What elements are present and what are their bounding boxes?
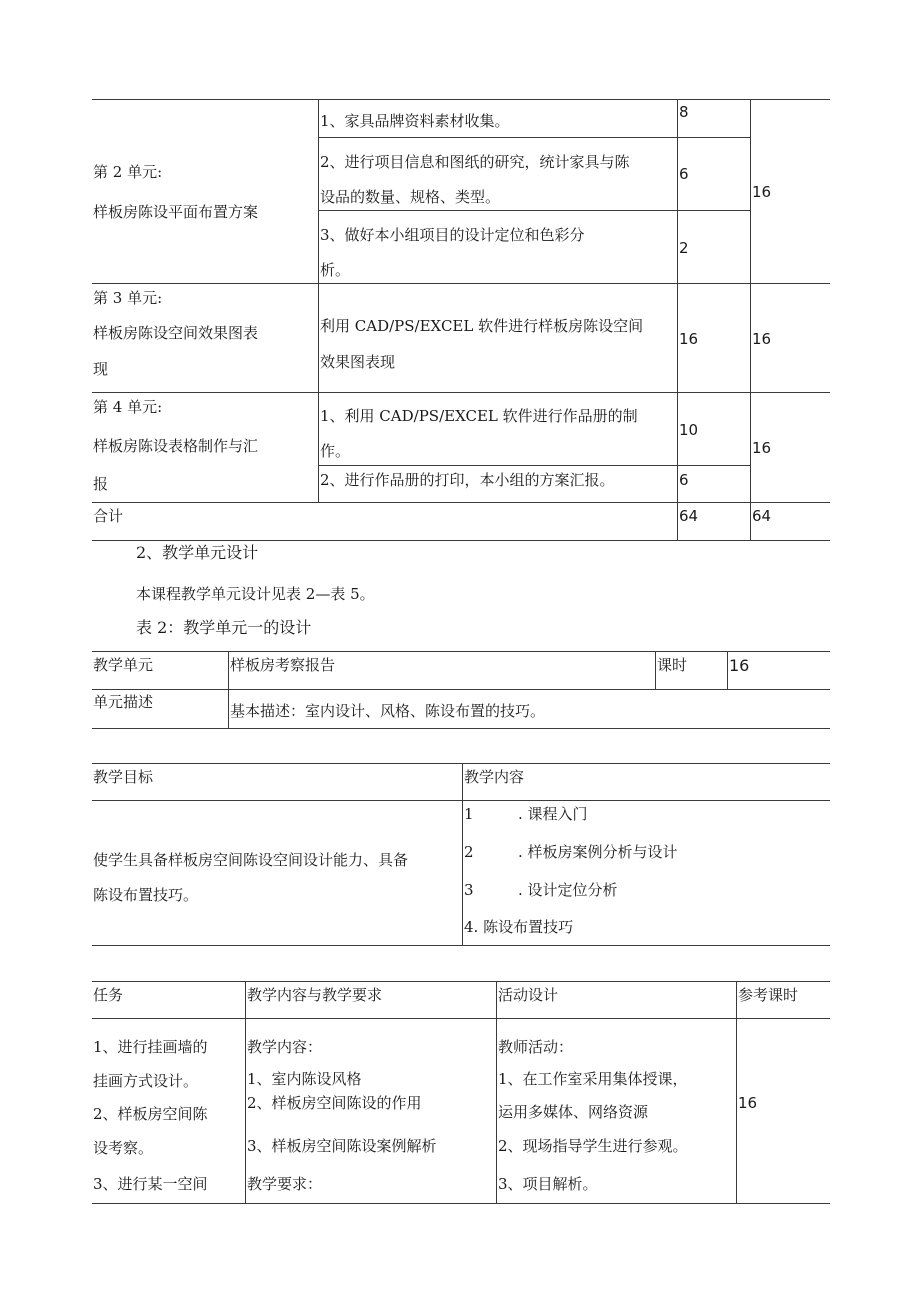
table-rule: [228, 651, 229, 728]
table-rule: [318, 465, 750, 466]
unit4-task1-line2: 作。: [320, 442, 351, 460]
goal-header: 教学目标: [93, 768, 154, 786]
table-rule: [92, 981, 830, 982]
content-line: 1、室内陈设风格: [247, 1070, 362, 1088]
unit-label: 教学单元: [93, 656, 154, 674]
content-item-num: 2: [464, 843, 474, 861]
unit4-total: 16: [752, 439, 772, 457]
activity-header: 活动设计: [498, 986, 559, 1004]
desc-label: 单元描述: [93, 693, 154, 711]
unit3-total: 16: [752, 330, 772, 348]
unit3-task-line2: 效果图表现: [320, 353, 396, 371]
table-rule: [92, 99, 830, 100]
unit4-title-line3: 报: [93, 475, 109, 493]
task-line: 挂画方式设计。: [93, 1072, 199, 1090]
unit2-hours1: 8: [679, 103, 689, 121]
activity-line: 3、项目解析。: [498, 1175, 598, 1193]
activity-line: 2、现场指导学生进行参观。: [498, 1137, 688, 1155]
table-rule: [462, 763, 463, 945]
content-line: 教学内容：: [247, 1038, 323, 1056]
table-rule: [677, 99, 678, 540]
unit3-hours: 16: [679, 330, 699, 348]
unit3-title-line3: 现: [93, 360, 109, 378]
unit4-title-line2: 样板房陈设表格制作与汇: [93, 437, 259, 455]
table-rule: [92, 800, 830, 801]
content-item-num: 3: [464, 881, 474, 899]
table-rule: [92, 540, 830, 541]
unit2-task3-line1: 3、做好本小组项目的设计定位和色彩分: [320, 226, 585, 244]
unit3-title-line2: 样板房陈设空间效果图表: [93, 324, 259, 342]
unit2-hours3: 2: [679, 239, 689, 257]
table-rule: [92, 392, 830, 393]
content-item-num: 1: [464, 805, 474, 823]
table-rule: [92, 689, 830, 690]
table-rule: [92, 945, 830, 946]
content-item-text: . 课程入门: [518, 805, 588, 823]
task-line: 2、样板房空间陈: [93, 1105, 208, 1123]
unit4-title-line1: 第 4 单元:: [93, 398, 163, 416]
hours-value: 16: [729, 656, 750, 675]
section-heading: 2、教学单元设计: [136, 543, 259, 562]
content-item-4: 4. 陈设布置技巧: [464, 918, 574, 936]
activity-line: 教师活动：: [498, 1038, 574, 1056]
hours-label: 课时: [657, 656, 688, 674]
content-header: 教学内容: [464, 768, 525, 786]
section-intro: 本课程教学单元设计见表 2—表 5。: [136, 585, 375, 603]
sum-total: 64: [752, 507, 772, 525]
table-rule: [92, 1203, 830, 1204]
ref-hours-value: 16: [738, 1094, 758, 1112]
task-line: 设考察。: [93, 1139, 154, 1157]
table-rule: [727, 651, 728, 689]
unit4-task2: 2、进行作品册的打印，本小组的方案汇报。: [320, 471, 615, 489]
unit2-task1: 1、家具品牌资料素材收集。: [320, 112, 510, 130]
table-rule: [92, 283, 830, 284]
activity-line: 运用多媒体、网络资源: [498, 1103, 649, 1121]
table-rule: [736, 981, 737, 1203]
table-caption: 表 2：教学单元一的设计: [136, 618, 312, 637]
task-line: 1、进行挂画墙的: [93, 1038, 208, 1056]
unit3-title-line1: 第 3 单元:: [93, 289, 163, 307]
unit2-title-line2: 样板房陈设平面布置方案: [93, 203, 259, 221]
table-rule: [92, 502, 830, 503]
unit-value: 样板房考察报告: [230, 656, 336, 674]
goal-line2: 陈设布置技巧。: [93, 886, 199, 904]
activity-line: 1、在工作室采用集体授课，: [498, 1070, 688, 1088]
content-line: 2、样板房空间陈设的作用: [247, 1094, 422, 1112]
table-rule: [92, 651, 830, 652]
content-line: 教学要求：: [247, 1175, 323, 1193]
task-header: 任务: [93, 986, 124, 1004]
table-rule: [496, 981, 497, 1203]
desc-value: 基本描述：室内设计、风格、陈设布置的技巧。: [230, 702, 546, 720]
unit2-hours2: 6: [679, 165, 689, 183]
table-rule: [655, 651, 656, 689]
table-rule: [92, 1018, 830, 1019]
unit2-title-line1: 第 2 单元:: [93, 163, 163, 181]
content-item-text: . 设计定位分析: [518, 881, 618, 899]
table-rule: [318, 137, 750, 138]
table-rule: [245, 981, 246, 1203]
goal-line1: 使学生具备样板房空间陈设空间设计能力、具备: [93, 851, 409, 869]
unit2-task2-line1: 2、进行项目信息和图纸的研究，统计家具与陈: [320, 153, 630, 171]
unit4-hours2: 6: [679, 471, 689, 489]
table-rule: [92, 763, 830, 764]
table-rule: [92, 728, 830, 729]
table-rule: [318, 210, 750, 211]
unit2-task3-line2: 析。: [320, 261, 351, 279]
table-rule: [318, 99, 319, 502]
task-line: 3、进行某一空间: [93, 1175, 208, 1193]
unit3-task-line1: 利用 CAD/PS/EXCEL 软件进行样板房陈设空间: [320, 317, 644, 335]
sum-hours: 64: [679, 507, 699, 525]
content-line: 3、样板房空间陈设案例解析: [247, 1137, 437, 1155]
unit4-hours1: 10: [679, 421, 699, 439]
content-item-text: . 样板房案例分析与设计: [518, 843, 678, 861]
table-rule: [750, 99, 751, 540]
unit4-task1-line1: 1、利用 CAD/PS/EXCEL 软件进行作品册的制: [320, 407, 638, 425]
sum-label: 合计: [93, 507, 124, 525]
ref-hours-header: 参考课时: [738, 986, 799, 1004]
unit2-total: 16: [752, 183, 772, 201]
content-header: 教学内容与教学要求: [247, 986, 383, 1004]
unit2-task2-line2: 设品的数量、规格、类型。: [320, 188, 501, 206]
